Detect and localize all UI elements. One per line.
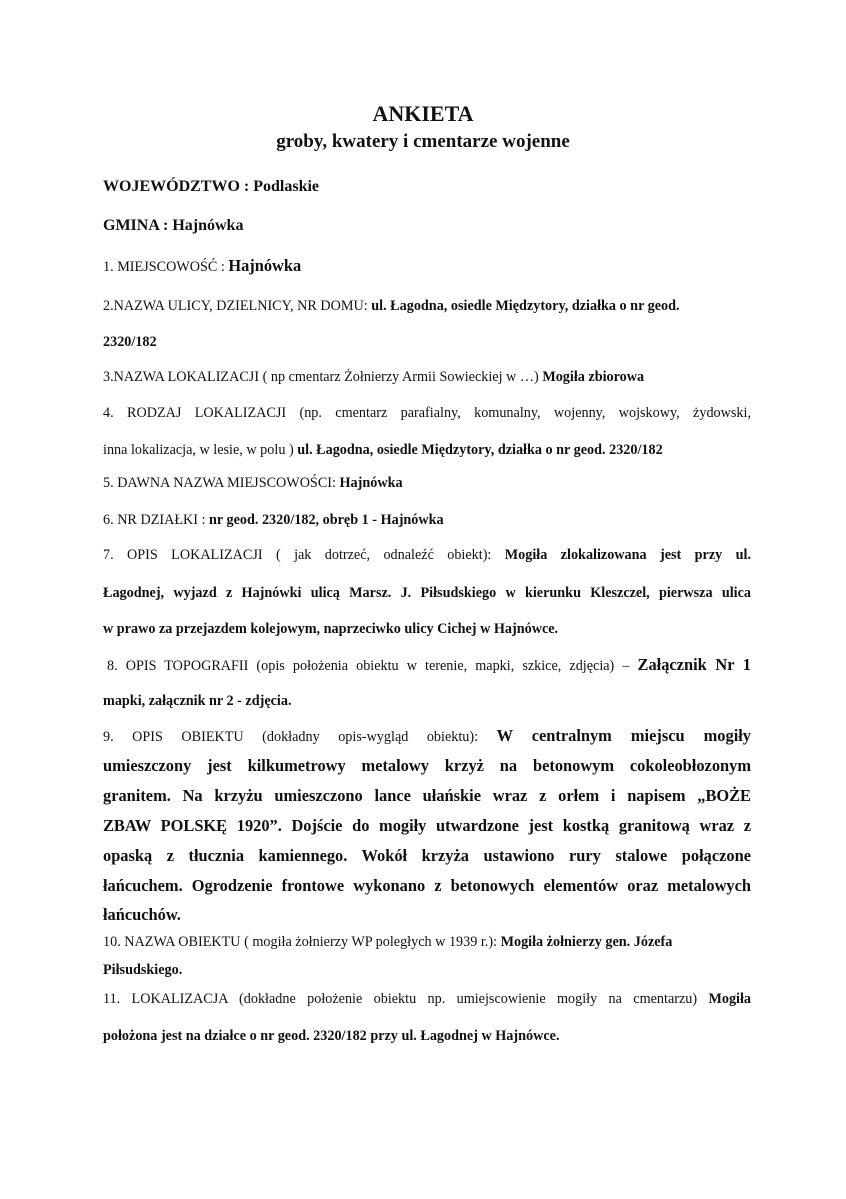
item-4-label: 4. RODZAJ LOKALIZACJI (np. cmentarz parafialny, komunalny, wojenny, wojskowy, żydowski, xyxy=(103,405,751,421)
item-9-line-5 xyxy=(103,847,751,865)
item-3 xyxy=(103,368,751,386)
item-9-value-6: łańcuchem. Ogrodzenie frontowe wykonano z betonowych elementów oraz metalowych xyxy=(103,876,751,895)
item-9-label: 9. OPIS OBIEKTU (dokładny opis-wygląd obiektu): xyxy=(103,729,479,745)
item-5-value: Hajnówka xyxy=(339,475,403,491)
item-9-line-7 xyxy=(103,906,751,924)
item-10-value: Mogiła żołnierzy gen. Józefa xyxy=(500,934,673,950)
gmina-field xyxy=(103,217,751,235)
item-9-value-4: ZBAW POLSKĘ 1920”. Dojście do mogiły utwardzone jest kostką granitową wraz z xyxy=(103,816,751,835)
item-11-value: Mogiła xyxy=(708,991,752,1007)
item-7-value-cont: Łagodnej, wyjazd z Hajnówki ulicą Marsz. J. Piłsudskiego w kierunku Kleszczel, pierwsza ulica xyxy=(103,585,751,601)
item-11-line-2 xyxy=(103,1027,751,1045)
item-1-value: Hajnówka xyxy=(228,256,302,275)
item-5 xyxy=(103,474,751,492)
item-11-label: 11. LOKALIZACJA (dokładne położenie obiektu np. umiejscowienie mogiły na cmentarzu) xyxy=(103,991,698,1007)
item-7-line-2 xyxy=(103,584,751,602)
item-9-line-2 xyxy=(103,757,751,775)
item-7-line-3 xyxy=(103,620,751,638)
wojewodztwo-value: Podlaskie xyxy=(253,178,320,195)
item-8-label: 8. OPIS TOPOGRAFII (opis położenia obiektu w terenie, mapki, szkice, zdjęcia) – xyxy=(107,658,630,674)
item-6-label: 6. NR DZIAŁKI : xyxy=(103,512,206,528)
item-8-value-cont: mapki, załącznik nr 2 - zdjęcia. xyxy=(103,693,292,709)
item-10-value-cont: Piłsudskiego. xyxy=(103,962,183,978)
item-9-value: W centralnym miejscu mogiły xyxy=(496,726,752,745)
item-10-line-2 xyxy=(103,961,751,979)
item-2-line-2 xyxy=(103,333,751,351)
item-8-line-1 xyxy=(107,656,751,675)
item-9-value-7: łańcuchów. xyxy=(103,905,181,924)
item-7-label: 7. OPIS LOKALIZACJI ( jak dotrzeć, odnaleźć obiekt): xyxy=(103,547,492,563)
item-9-value-2: umieszczony jest kilkumetrowy metalowy krzyż na betonowym cokoleobłozonym xyxy=(103,756,751,775)
item-4-label-cont: inna lokalizacja, w lesie, w polu ) xyxy=(103,442,294,458)
document-title: ANKIETA xyxy=(372,101,474,126)
item-10-line-1 xyxy=(103,933,751,951)
item-6-value: nr geod. 2320/182, obręb 1 - Hajnówka xyxy=(209,512,444,528)
item-6 xyxy=(103,511,751,529)
item-8-value: Załącznik Nr 1 xyxy=(637,655,751,674)
item-9-value-5: opaską z tłucznia kamiennego. Wokół krzyża ustawiono rury stalowe połączone xyxy=(103,846,751,865)
item-9-line-4 xyxy=(103,817,751,835)
item-9-line-6 xyxy=(103,877,751,895)
item-2-value-cont: 2320/182 xyxy=(103,334,157,350)
gmina-label: GMINA : xyxy=(103,217,169,234)
item-11-line-1 xyxy=(103,990,751,1008)
document-subtitle: groby, kwatery i cmentarze wojenne xyxy=(276,131,570,152)
item-1-label: 1. MIEJSCOWOŚĆ : xyxy=(103,259,225,275)
item-9-line-1 xyxy=(103,727,751,746)
item-4-line-1 xyxy=(103,404,751,422)
item-10-label: 10. NAZWA OBIEKTU ( mogiła żołnierzy WP poległych w 1939 r.): xyxy=(103,934,498,950)
item-7-value-end: w prawo za przejazdem kolejowym, naprzeciwko ulicy Cichej w Hajnówce. xyxy=(103,621,559,637)
item-7-value: Mogiła zlokalizowana jest przy ul. xyxy=(504,547,752,563)
item-9-line-3 xyxy=(103,787,751,805)
item-4-value: ul. Łagodna, osiedle Międzytory, działka o nr geod. 2320/182 xyxy=(297,442,663,458)
item-3-label: 3.NAZWA LOKALIZACJI ( np cmentarz Żołnierzy Armii Sowieckiej w …) xyxy=(103,369,539,385)
item-11-value-cont: położona jest na działce o nr geod. 2320/182 przy ul. Łagodnej w Hajnówce. xyxy=(103,1028,560,1044)
item-5-label: 5. DAWNA NAZWA MIEJSCOWOŚCI: xyxy=(103,475,336,491)
item-3-value: Mogiła zbiorowa xyxy=(542,369,645,385)
wojewodztwo-label: WOJEWÓDZTWO : xyxy=(103,178,250,195)
item-8-line-2 xyxy=(103,692,751,710)
item-2-value: ul. Łagodna, osiedle Międzytory, działka o nr geod. xyxy=(371,298,680,314)
gmina-value: Hajnówka xyxy=(172,217,244,234)
item-2-label: 2.NAZWA ULICY, DZIELNICY, NR DOMU: xyxy=(103,298,368,314)
item-1 xyxy=(103,257,751,276)
item-2-line-1 xyxy=(103,297,751,315)
item-9-value-3: granitem. Na krzyżu umieszczono lance ułańskie wraz z orłem i napisem „BOŻE xyxy=(103,786,751,805)
item-4-line-2 xyxy=(103,441,751,459)
item-7-line-1 xyxy=(103,546,751,564)
wojewodztwo-field xyxy=(103,178,751,196)
